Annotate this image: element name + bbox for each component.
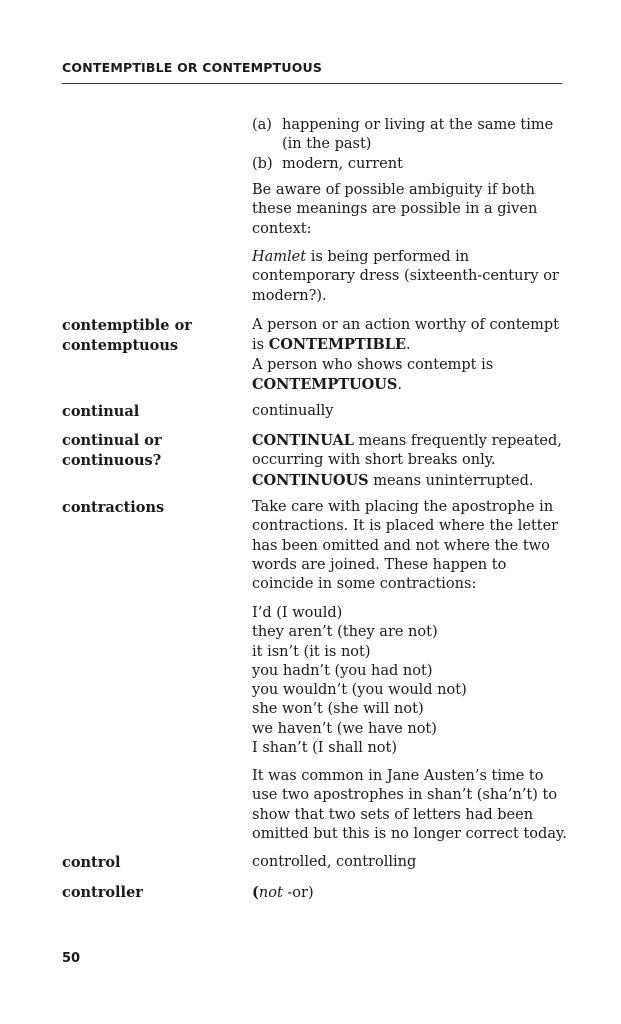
body-line: use two apostrophes in shan’t (sha’n’t) to bbox=[252, 787, 558, 804]
running-head: CONTEMPTIBLE OR CONTEMPTUOUS bbox=[62, 60, 323, 75]
term-controller: controller bbox=[62, 884, 143, 901]
italic-not: not bbox=[258, 885, 283, 901]
body-line bbox=[252, 375, 567, 395]
example-line-1-rest: is being performed in bbox=[306, 249, 470, 265]
example-item: I shan’t (I shall not) bbox=[252, 740, 397, 757]
body-text: means uninterrupted. bbox=[368, 472, 534, 489]
body-line: has been omitted and not where the two bbox=[252, 537, 550, 554]
term-continual-or-continuous bbox=[62, 431, 242, 470]
example-line-2: contemporary dress (sixteenth-century or bbox=[252, 268, 559, 285]
entry-contemporary-example bbox=[252, 248, 567, 306]
body-line: It was common in Jane Austen’s time to bbox=[252, 768, 544, 784]
body-line: occurring with short breaks only. bbox=[252, 452, 496, 469]
term-line: continuous? bbox=[62, 451, 162, 469]
entry-continual-body: continually bbox=[252, 403, 334, 419]
body-text: means frequently repeated, bbox=[353, 433, 562, 449]
term-contemptible-or-contemptuous bbox=[62, 316, 242, 355]
entry-contractions-para-1 bbox=[252, 498, 567, 594]
example-item: I’d (I would) bbox=[252, 605, 343, 621]
header-rule bbox=[62, 83, 562, 84]
term-line: contemptible or bbox=[62, 317, 192, 334]
entry-continual-or-continuous-body bbox=[252, 431, 567, 491]
body-text: is bbox=[252, 337, 269, 354]
body-line: contractions. It is placed where the letter bbox=[252, 518, 559, 535]
body-line: words are joined. These happen to bbox=[252, 556, 507, 573]
keyword-contemptuous: CONTEMPTUOUS bbox=[252, 375, 398, 393]
definition-b bbox=[252, 155, 567, 174]
example-item: you hadn’t (you had not) bbox=[252, 662, 433, 679]
example-item: we haven’t (we have not) bbox=[252, 720, 437, 737]
example-italic-title: Hamlet bbox=[252, 249, 307, 265]
entry-contractions-para-2 bbox=[252, 767, 567, 844]
definition-a-label: (a) bbox=[252, 117, 272, 133]
entry-contractions-examples bbox=[252, 604, 567, 758]
entry-contemporary-note bbox=[252, 181, 567, 239]
page-number: 50 bbox=[62, 951, 81, 966]
body-text: . bbox=[406, 337, 411, 354]
body-line: A person or an action worthy of contempt bbox=[252, 317, 559, 333]
body-line bbox=[252, 335, 567, 355]
definition-b-line-1: modern, current bbox=[282, 155, 403, 172]
body-text: -or) bbox=[282, 885, 314, 901]
entry-contemporary-definitions bbox=[252, 116, 567, 174]
body-line: A person who shows contempt is bbox=[252, 356, 494, 373]
body-line: show that two sets of letters had been bbox=[252, 806, 534, 823]
body-line: coincide in some contractions: bbox=[252, 576, 477, 593]
example-item: you wouldn’t (you would not) bbox=[252, 682, 467, 699]
term-continual: continual bbox=[62, 403, 140, 420]
term-line: continual or bbox=[62, 432, 162, 449]
note-line: these meanings are possible in a given bbox=[252, 201, 538, 218]
note-line: context: bbox=[252, 220, 312, 237]
keyword-continual: CONTINUAL bbox=[252, 432, 354, 449]
keyword-contemptible: CONTEMPTIBLE bbox=[268, 336, 406, 354]
entry-control-body: controlled, controlling bbox=[252, 854, 417, 870]
body-text: . bbox=[397, 376, 403, 393]
paren-open: ( bbox=[252, 884, 259, 901]
example-line-3: modern?). bbox=[252, 287, 327, 304]
term-line: contemptuous bbox=[62, 336, 179, 354]
note-line: Be aware of possible ambiguity if both bbox=[252, 182, 536, 198]
definition-a bbox=[252, 116, 567, 155]
entry-controller-body bbox=[252, 883, 567, 903]
term-contractions: contractions bbox=[62, 499, 165, 516]
body-line bbox=[252, 471, 567, 491]
body-line: Take care with placing the apostrophe in bbox=[252, 499, 554, 515]
definition-a-line-1: happening or living at the same time bbox=[282, 117, 554, 133]
entry-contemptible-body bbox=[252, 316, 567, 395]
keyword-continuous: CONTINUOUS bbox=[252, 471, 369, 489]
body-line bbox=[252, 431, 567, 451]
term-control: control bbox=[62, 854, 121, 871]
example-item: it isn’t (it is not) bbox=[252, 643, 371, 660]
example-line-1 bbox=[252, 248, 567, 267]
definition-b-label: (b) bbox=[252, 155, 273, 172]
definition-a-line-2: (in the past) bbox=[282, 136, 372, 153]
body-line: omitted but this is no longer correct today. bbox=[252, 825, 567, 842]
example-item: she won’t (she will not) bbox=[252, 701, 424, 718]
example-item: they aren’t (they are not) bbox=[252, 624, 438, 641]
